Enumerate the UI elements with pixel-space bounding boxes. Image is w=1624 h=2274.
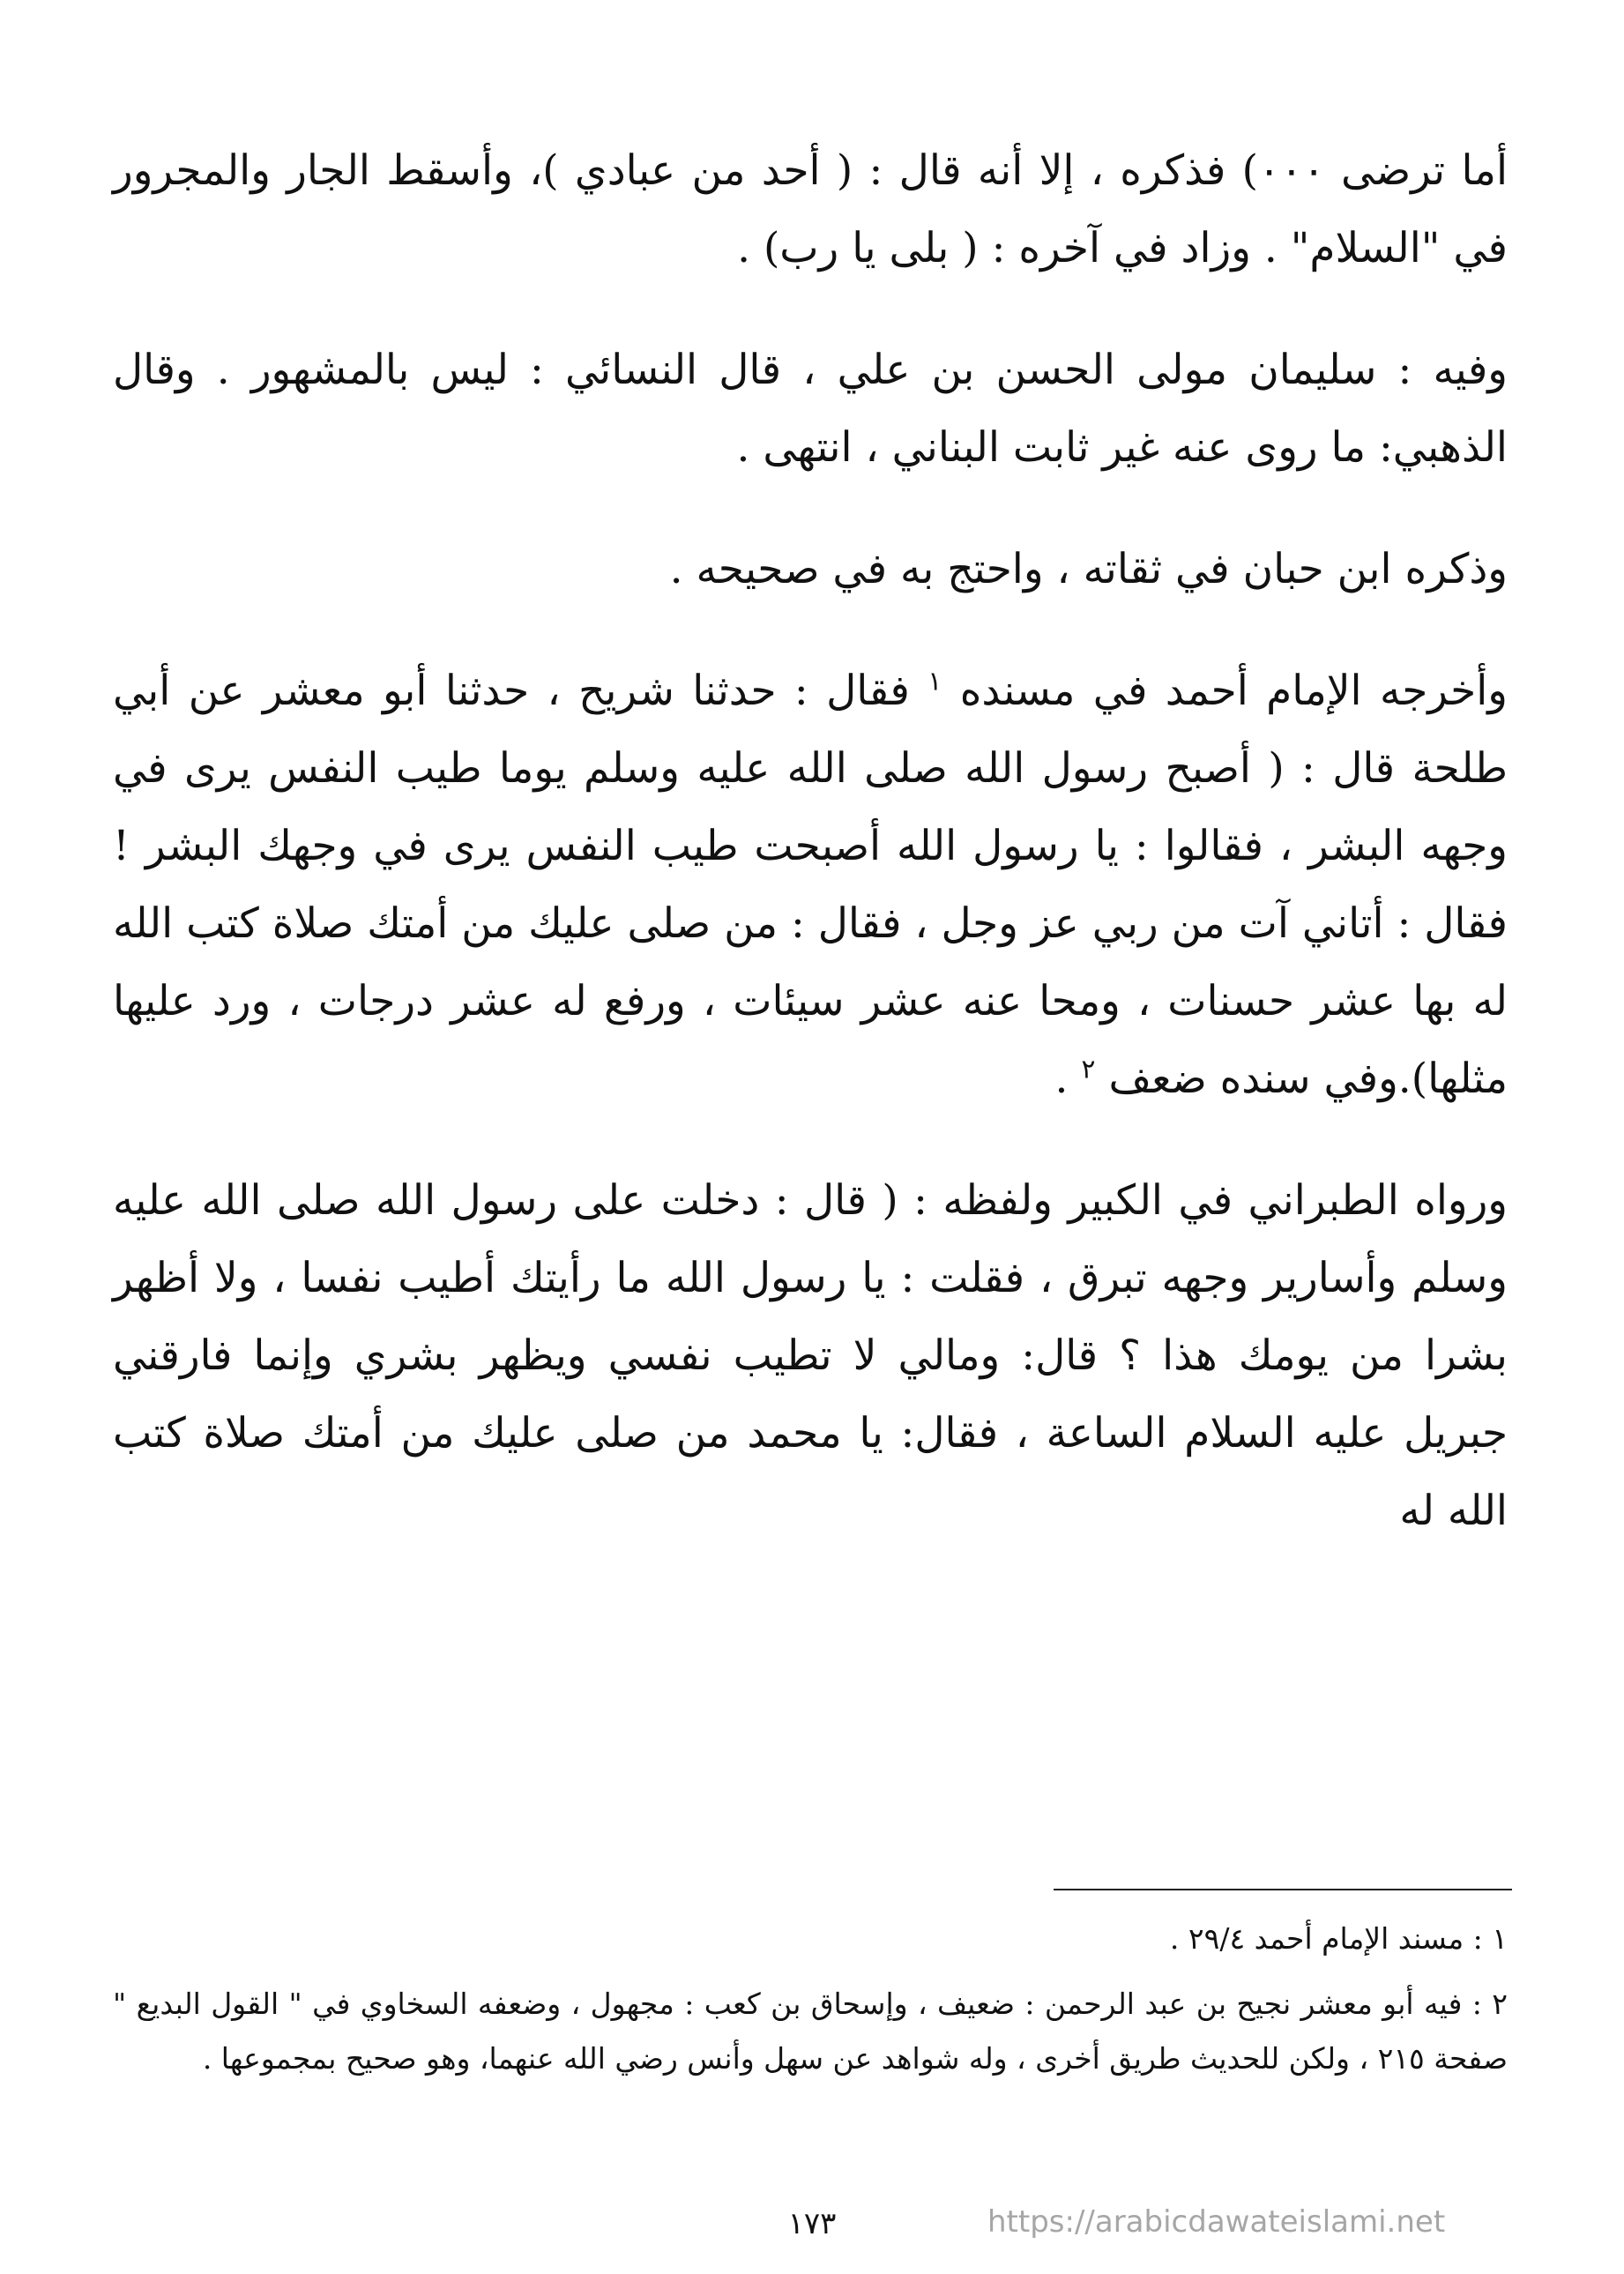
- footnote-ref-2[interactable]: ٢: [1081, 1054, 1096, 1085]
- paragraph-2: وفيه : سليمان مولى الحسن بن علي ، قال النسائي : ليس بالمشهور . وقال الذهبي: ما روى عنه غير ثابت البناني ، انتهى .: [113, 346, 1508, 472]
- paragraph-4-start: وأخرجه الإمام أحمد في مسنده: [959, 667, 1508, 715]
- watermark-url: https://arabicdawateislami.net: [987, 2204, 1446, 2240]
- footnote-2: ٢ : فيه أبو معشر نجيح بن عبد الرحمن : ضعيف ، وإسحاق بن كعب : مجهول ، وضعفه السخاوي في " القول البديع " صفحة ٢١٥ ، ولكن للحديث طريق أخرى ، وله شواهد عن سهل وأنس رضي الله عنهما، وهو صحيح بمجموعها .: [113, 1987, 1508, 2076]
- paragraph-3: وذكره ابن حبان في ثقاته ، واحتج به في صحيحه .: [669, 545, 1508, 593]
- footnote-ref-1[interactable]: ١: [927, 666, 942, 697]
- paragraph-5: ورواه الطبراني في الكبير ولفظه : ( قال : دخلت على رسول الله صلى الله عليه وسلم وأسارير وجهه تبرق ، فقلت : يا رسول الله ما رأيتك أطيب نفسا ، ولا أظهر بشرا من يومك هذا ؟ قال: ومالي لا تطيب نفسي ويظهر بشري وإنما فارقني جبريل عليه السلام الساعة ، فقال: يا محمد من صلى عليك من أمتك صلاة كتب الله له: [113, 1176, 1508, 1535]
- footnote-separator: [1054, 1889, 1512, 1890]
- paragraph-4-body: فقال : حدثنا شريح ، حدثنا أبو معشر عن أبي طلحة قال : ( أصبح رسول الله صلى الله عليه وسلم يوما طيب النفس يرى في وجهه البشر ، فقالوا : يا رسول الله أصبحت طيب النفس يرى في وجهك البشر ! فقال : أتاني آت من ربي عز وجل ، فقال : من صلى عليك من أمتك صلاة كتب الله له بها عشر حسنات ، ومحا عنه عشر سيئات ، ورفع له عشر درجات ، ورد عليها مثلها).وفي سنده ضعف: [113, 667, 1508, 1103]
- footnotes: [113, 1912, 1508, 2097]
- paragraph-1: أما ترضى ٠٠٠) فذكره ، إلا أنه قال : ( أحد من عبادي )، وأسقط الجار والمجرور في "السلام" . وزاد في آخره : ( بلى يا رب) .: [113, 146, 1508, 272]
- page-number: ١٧٣: [787, 2206, 837, 2241]
- paragraph-4: [113, 652, 1508, 1118]
- paragraph-4-end: .: [1054, 1055, 1069, 1103]
- footnote-1: ١ : مسند الإمام أحمد ٢٩/٤ .: [1169, 1921, 1508, 1956]
- main-text: [113, 132, 1508, 1594]
